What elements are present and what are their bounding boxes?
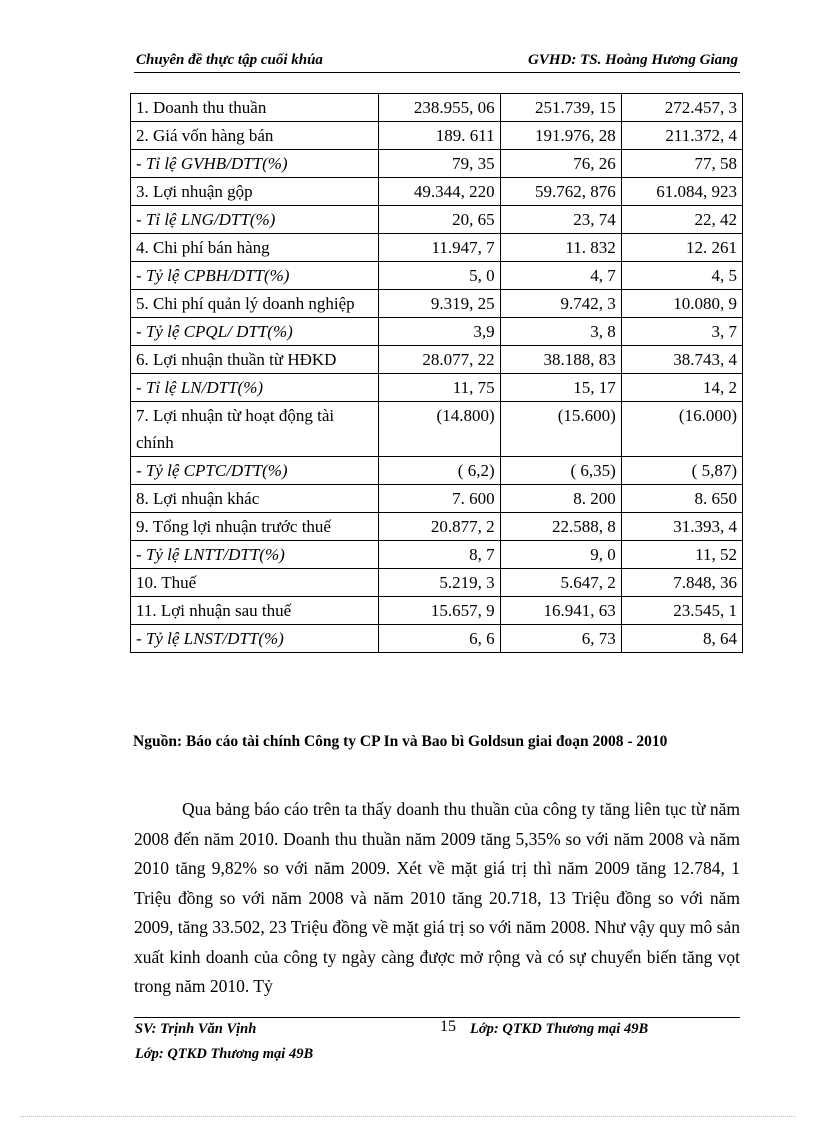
row-label: 8. Lợi nhuận khác bbox=[131, 485, 379, 513]
value-2009: 76, 26 bbox=[500, 150, 621, 178]
row-label: 1. Doanh thu thuần bbox=[131, 94, 379, 122]
value-2010: 38.743, 4 bbox=[621, 346, 742, 374]
value-2009: 5.647, 2 bbox=[500, 569, 621, 597]
value-2010: 12. 261 bbox=[621, 234, 742, 262]
table-row bbox=[131, 318, 743, 346]
table-row bbox=[131, 541, 743, 569]
row-label: 2. Giá vốn hàng bán bbox=[131, 122, 379, 150]
row-label: 11. Lợi nhuận sau thuế bbox=[131, 597, 379, 625]
value-2008: (14.800) bbox=[379, 402, 500, 457]
value-2009: 23, 74 bbox=[500, 206, 621, 234]
value-2010: 4, 5 bbox=[621, 262, 742, 290]
value-2008: 79, 35 bbox=[379, 150, 500, 178]
value-2008: 20, 65 bbox=[379, 206, 500, 234]
table-row bbox=[131, 625, 743, 653]
value-2010: 11, 52 bbox=[621, 541, 742, 569]
footer-student-name: SV: Trịnh Văn Vịnh bbox=[135, 1021, 257, 1037]
header-supervisor: GVHD: TS. Hoàng Hương Giang bbox=[528, 52, 738, 68]
value-2008: 11, 75 bbox=[379, 374, 500, 402]
value-2010: 8, 64 bbox=[621, 625, 742, 653]
value-2010: 14, 2 bbox=[621, 374, 742, 402]
value-2009: 38.188, 83 bbox=[500, 346, 621, 374]
row-label: 9. Tổng lợi nhuận trước thuế bbox=[131, 513, 379, 541]
row-label: - Tỉ lệ GVHB/DTT(%) bbox=[131, 150, 379, 178]
footer-divider bbox=[134, 1017, 740, 1018]
table-row bbox=[131, 569, 743, 597]
table-row bbox=[131, 94, 743, 122]
value-2009: 11. 832 bbox=[500, 234, 621, 262]
value-2009: 16.941, 63 bbox=[500, 597, 621, 625]
value-2010: 7.848, 36 bbox=[621, 569, 742, 597]
value-2010: (16.000) bbox=[621, 402, 742, 457]
row-label: - Tỉ lệ LN/DTT(%) bbox=[131, 374, 379, 402]
footer-class-left: Lớp: QTKD Thương mại 49B bbox=[135, 1046, 314, 1062]
value-2008: 238.955, 06 bbox=[379, 94, 500, 122]
value-2010: 23.545, 1 bbox=[621, 597, 742, 625]
value-2009: ( 6,35) bbox=[500, 457, 621, 485]
table-row bbox=[131, 234, 743, 262]
value-2008: 9.319, 25 bbox=[379, 290, 500, 318]
value-2008: 189. 611 bbox=[379, 122, 500, 150]
row-label: - Tỉ lệ LNG/DTT(%) bbox=[131, 206, 379, 234]
footer-class-right: Lớp: QTKD Thương mại 49B bbox=[470, 1021, 649, 1037]
body-paragraph: Qua bảng báo cáo trên ta thấy doanh thu thuần của công ty tăng liên tục từ năm 2008 đến năm 2010. Doanh thu thuần năm 2009 tăng 5,35% so với năm 2008 và năm 2010 tăng 9,82% so với năm 2009. Xét về mặt giá trị thì năm 2009 tăng 12.784, 1 Triệu đồng so với năm 2008 và năm 2010 tăng 20.718, 13 Triệu đồng so với năm 2009, tăng 33.502, 23 Triệu đồng về mặt giá trị so với năm 2008. Như vậy quy mô sản xuất kinh doanh của công ty ngày càng được mở rộng và có sự chuyển biến tăng vọt trong năm 2010. Tỷ bbox=[134, 799, 740, 996]
value-2009: 9.742, 3 bbox=[500, 290, 621, 318]
value-2009: 6, 73 bbox=[500, 625, 621, 653]
row-label: 7. Lợi nhuận từ hoạt động tài chính bbox=[131, 402, 379, 457]
row-label: - Tỷ lệ CPQL/ DTT(%) bbox=[131, 318, 379, 346]
value-2010: 272.457, 3 bbox=[621, 94, 742, 122]
value-2008: 7. 600 bbox=[379, 485, 500, 513]
table-row bbox=[131, 485, 743, 513]
row-label: - Tỷ lệ CPBH/DTT(%) bbox=[131, 262, 379, 290]
value-2009: (15.600) bbox=[500, 402, 621, 457]
value-2008: 11.947, 7 bbox=[379, 234, 500, 262]
table-row bbox=[131, 262, 743, 290]
row-label: - Tỷ lệ LNST/DTT(%) bbox=[131, 625, 379, 653]
row-label: 10. Thuế bbox=[131, 569, 379, 597]
value-2008: ( 6,2) bbox=[379, 457, 500, 485]
row-label: 6. Lợi nhuận thuần từ HĐKD bbox=[131, 346, 379, 374]
value-2010: 77, 58 bbox=[621, 150, 742, 178]
value-2008: 5.219, 3 bbox=[379, 569, 500, 597]
table-row bbox=[131, 150, 743, 178]
financial-table-body bbox=[131, 94, 743, 653]
table-row bbox=[131, 290, 743, 318]
value-2008: 8, 7 bbox=[379, 541, 500, 569]
row-label: 4. Chi phí bán hàng bbox=[131, 234, 379, 262]
value-2010: 10.080, 9 bbox=[621, 290, 742, 318]
value-2010: 31.393, 4 bbox=[621, 513, 742, 541]
table-row bbox=[131, 402, 743, 457]
value-2010: 61.084, 923 bbox=[621, 178, 742, 206]
value-2008: 20.877, 2 bbox=[379, 513, 500, 541]
table-row bbox=[131, 178, 743, 206]
value-2009: 4, 7 bbox=[500, 262, 621, 290]
financial-table bbox=[130, 93, 743, 653]
value-2010: 22, 42 bbox=[621, 206, 742, 234]
value-2010: 211.372, 4 bbox=[621, 122, 742, 150]
value-2010: 8. 650 bbox=[621, 485, 742, 513]
value-2009: 8. 200 bbox=[500, 485, 621, 513]
table-row bbox=[131, 206, 743, 234]
value-2008: 3,9 bbox=[379, 318, 500, 346]
value-2008: 6, 6 bbox=[379, 625, 500, 653]
page-number: 15 bbox=[440, 1018, 456, 1035]
table-row bbox=[131, 122, 743, 150]
table-row bbox=[131, 597, 743, 625]
row-label: - Tỷ lệ CPTC/DTT(%) bbox=[131, 457, 379, 485]
value-2009: 15, 17 bbox=[500, 374, 621, 402]
value-2008: 5, 0 bbox=[379, 262, 500, 290]
header-document-title: Chuyên đề thực tập cuối khúa bbox=[136, 52, 323, 68]
row-label: 5. Chi phí quản lý doanh nghiệp bbox=[131, 290, 379, 318]
table-row bbox=[131, 346, 743, 374]
value-2009: 22.588, 8 bbox=[500, 513, 621, 541]
value-2008: 28.077, 22 bbox=[379, 346, 500, 374]
value-2010: ( 5,87) bbox=[621, 457, 742, 485]
table-row bbox=[131, 513, 743, 541]
page-header bbox=[134, 50, 740, 73]
table-row bbox=[131, 457, 743, 485]
row-label: 3. Lợi nhuận gộp bbox=[131, 178, 379, 206]
value-2009: 9, 0 bbox=[500, 541, 621, 569]
value-2010: 3, 7 bbox=[621, 318, 742, 346]
table-row bbox=[131, 374, 743, 402]
value-2008: 49.344, 220 bbox=[379, 178, 500, 206]
value-2008: 15.657, 9 bbox=[379, 597, 500, 625]
value-2009: 59.762, 876 bbox=[500, 178, 621, 206]
value-2009: 251.739, 15 bbox=[500, 94, 621, 122]
page-bottom-border bbox=[20, 1116, 796, 1117]
value-2009: 3, 8 bbox=[500, 318, 621, 346]
row-label: - Tỷ lệ LNTT/DTT(%) bbox=[131, 541, 379, 569]
table-source-note: Nguồn: Báo cáo tài chính Công ty CP In và Bao bì Goldsun giai đoạn 2008 - 2010 bbox=[133, 733, 668, 750]
value-2009: 191.976, 28 bbox=[500, 122, 621, 150]
